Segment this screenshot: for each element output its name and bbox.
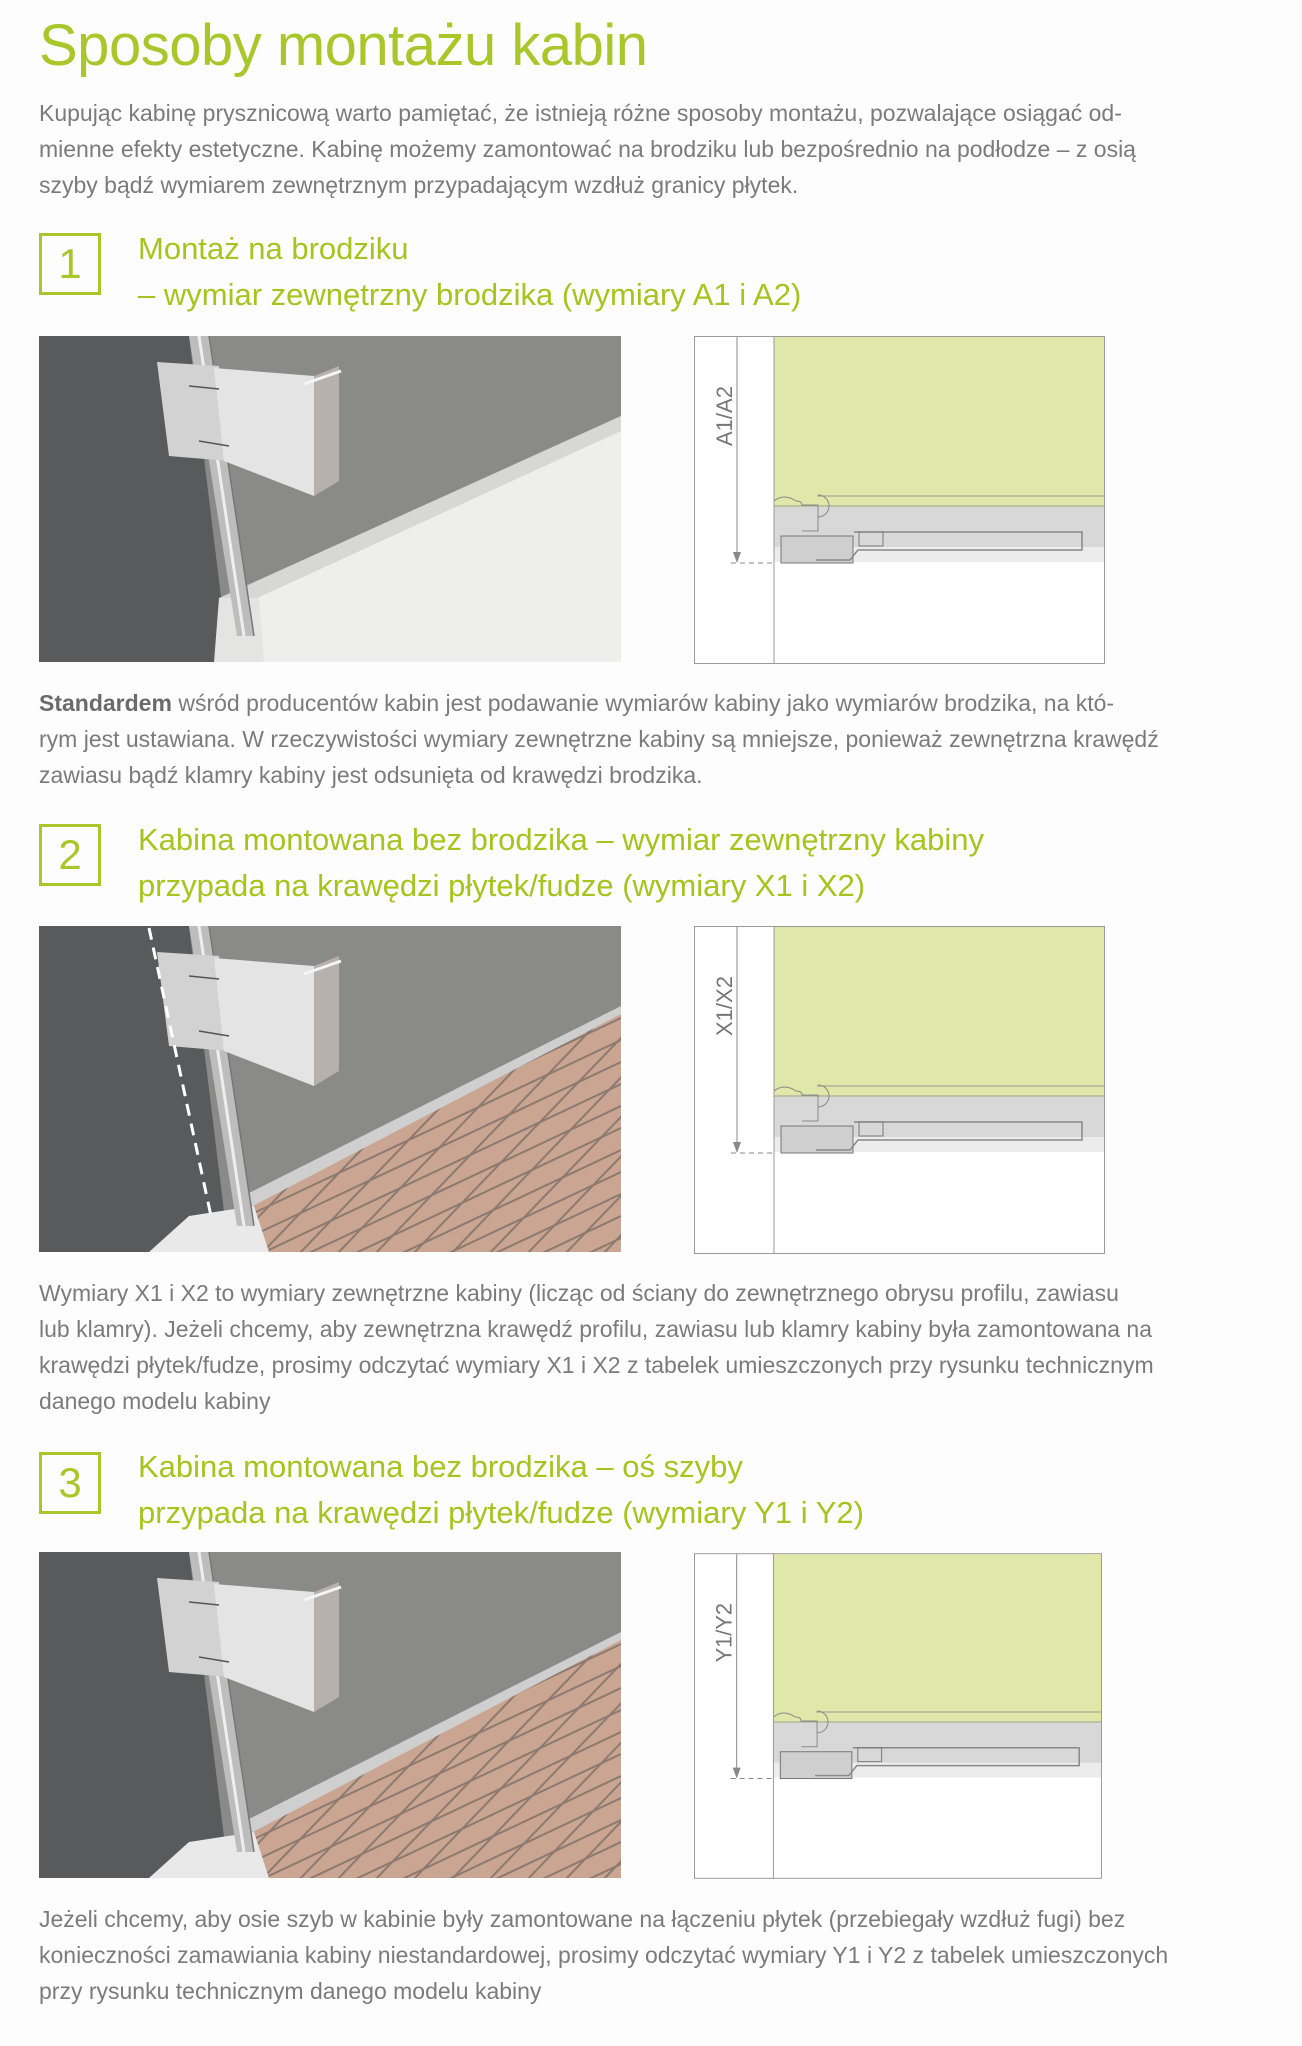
paragraph-line: Jeżeli chcemy, aby osie szyb w kabinie były zamontowane na łączeniu płytek (przebiegały wzdłuż fugi) bez [39, 1906, 1126, 1932]
section-heading [138, 1444, 864, 1536]
photo-glass-axis-on-tiles [39, 1552, 621, 1878]
section-number-badge: 3 [39, 1452, 101, 1514]
paragraph-line: Wymiary X1 i X2 to wymiary zewnętrzne kabiny (licząc od ściany do zewnętrznego obrysu profilu, zawiasu [39, 1280, 1119, 1306]
intro-paragraph [39, 95, 1136, 203]
intro-line: mienne efekty estetyczne. Kabinę możemy zamontować na brodziku lub bezpośrednio na podłodze – z osią [39, 136, 1136, 162]
heading-line: – wymiar zewnętrzny brodzika (wymiary A1 i A2) [138, 277, 802, 312]
intro-line: szyby bądź wymiarem zewnętrznym przypadającym wzdłuż granicy płytek. [39, 172, 799, 198]
heading-line: Kabina montowana bez brodzika – oś szyby [138, 1449, 743, 1484]
paragraph-line: lub klamry). Jeżeli chcemy, aby zewnętrzna krawędź profilu, zawiasu lub klamry kabiny była zamontowana na [39, 1316, 1152, 1342]
paragraph-line: rym jest ustawiana. W rzeczywistości wymiary zewnętrzne kabiny są mniejsze, ponieważ zewnętrzna krawędź [39, 726, 1159, 752]
photo-outer-dimension-on-tiles [39, 926, 621, 1252]
shower-area [773, 1554, 1101, 1723]
paragraph-text: wśród producentów kabin jest podawanie wymiarów kabiny jako wymiarów brodzika, na któ- [171, 690, 1115, 716]
photo-mounting-on-tray [39, 336, 621, 662]
shower-area [774, 927, 1104, 1097]
heading-line: przypada na krawędzi płytek/fudze (wymiary Y1 i Y2) [138, 1495, 864, 1530]
paragraph-line: zawiasu bądź klamry kabiny jest odsunięta od krawędzi brodzika. [39, 762, 703, 788]
shower-area [774, 337, 1104, 507]
heading-line: Montaż na brodziku [138, 231, 409, 266]
paragraph-line: krawędzi płytek/fudze, prosimy odczytać wymiary X1 i X2 z tabelek umieszczonych przy rysunku technicznym [39, 1352, 1154, 1378]
section-paragraph [39, 685, 1159, 793]
dimension-label: Y1/Y2 [711, 1602, 737, 1663]
section-heading [138, 226, 801, 318]
paragraph-line: danego modelu kabiny [39, 1388, 271, 1414]
paragraph-line: przy rysunku technicznym danego modelu kabiny [39, 1978, 542, 2004]
dimension-label: A1/A2 [712, 386, 737, 446]
dimension-label: X1/X2 [712, 976, 737, 1036]
dimension-diagram [694, 926, 1105, 1254]
section-paragraph [39, 1901, 1168, 2009]
bold-term: Standardem [39, 690, 172, 716]
heading-line: Kabina montowana bez brodzika – wymiar zewnętrzny kabiny [138, 822, 985, 857]
section-paragraph [39, 1275, 1154, 1419]
section-number-badge: 1 [39, 233, 101, 295]
page-title: Sposoby montażu kabin [39, 13, 648, 78]
intro-line: Kupując kabinę prysznicową warto pamiętać, że istnieją różne sposoby montażu, pozwalające osiągać od- [39, 100, 1122, 126]
section-number-badge: 2 [39, 824, 101, 886]
dimension-diagram [694, 336, 1105, 664]
heading-line: przypada na krawędzi płytek/fudze (wymiary X1 i X2) [138, 868, 866, 903]
section-heading [138, 817, 984, 909]
dimension-diagram [694, 1552, 1102, 1880]
paragraph-line: konieczności zamawiania kabiny niestandardowej, prosimy odczytać wymiary Y1 i Y2 z tabelek umieszczonych [39, 1942, 1169, 1968]
